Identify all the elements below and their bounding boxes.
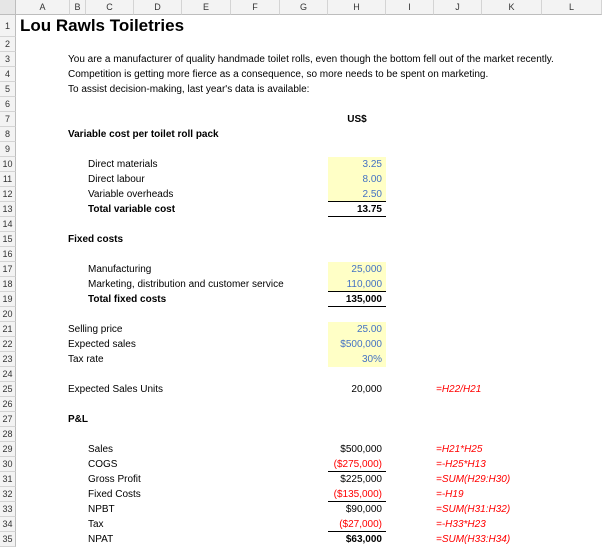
column-header-h[interactable]: H	[328, 0, 386, 15]
expected-sales-units-formula[interactable]: =H22/H21	[436, 384, 482, 395]
row-header-30[interactable]: 30	[0, 457, 16, 472]
row-header-31[interactable]: 31	[0, 472, 16, 487]
row-header-27[interactable]: 27	[0, 412, 16, 427]
pl-heading[interactable]: P&L	[68, 414, 88, 425]
row-header-24[interactable]: 24	[0, 367, 16, 382]
column-header-f[interactable]: F	[231, 0, 280, 15]
row-header-14[interactable]: 14	[0, 217, 16, 232]
column-header-e[interactable]: E	[182, 0, 231, 15]
intro-line-2[interactable]: Competition is getting more fierce as a consequence, so more needs to be spent on marketing.	[68, 69, 489, 80]
row-header-33[interactable]: 33	[0, 502, 16, 517]
selling-price-value[interactable]: 25.00	[328, 322, 386, 337]
row-header-25[interactable]: 25	[0, 382, 16, 397]
pl-npat-label[interactable]: NPAT	[88, 534, 114, 545]
fixed-costs-heading[interactable]: Fixed costs	[68, 234, 124, 245]
manufacturing-value[interactable]: 25,000	[328, 262, 386, 277]
pl-gross-profit-label[interactable]: Gross Profit	[88, 474, 141, 485]
row-header-8[interactable]: 8	[0, 127, 16, 142]
row-header-1[interactable]: 1	[0, 15, 16, 37]
row-header-5[interactable]: 5	[0, 82, 16, 97]
pl-tax-formula[interactable]: =-H33*H23	[436, 519, 486, 530]
pl-fixed-costs-value[interactable]: ($135,000)	[328, 487, 386, 502]
row-header-17[interactable]: 17	[0, 262, 16, 277]
total-variable-cost-value[interactable]: 13.75	[328, 202, 386, 217]
row-header-9[interactable]: 9	[0, 142, 16, 157]
tax-rate-label[interactable]: Tax rate	[68, 354, 104, 365]
intro-line-3[interactable]: To assist decision-making, last year's data is available:	[68, 84, 310, 95]
row-header-21[interactable]: 21	[0, 322, 16, 337]
row-header-4[interactable]: 4	[0, 67, 16, 82]
direct-materials-label[interactable]: Direct materials	[88, 159, 158, 170]
row-header-34[interactable]: 34	[0, 517, 16, 532]
column-header-b[interactable]: B	[70, 0, 86, 15]
select-all-corner[interactable]	[0, 0, 16, 15]
column-header-j[interactable]: J	[434, 0, 482, 15]
marketing-value[interactable]: 110,000	[328, 277, 386, 292]
direct-labour-label[interactable]: Direct labour	[88, 174, 145, 185]
pl-npat-value[interactable]: $63,000	[345, 534, 382, 545]
expected-sales-value[interactable]: $500,000	[328, 337, 386, 352]
pl-sales-value[interactable]: $500,000	[340, 444, 382, 455]
column-header-l[interactable]: L	[542, 0, 602, 15]
pl-cogs-label[interactable]: COGS	[88, 459, 118, 470]
pl-fixed-costs-label[interactable]: Fixed Costs	[88, 489, 141, 500]
total-fixed-costs-value[interactable]: 135,000	[328, 292, 386, 307]
pl-sales-formula[interactable]: =H21*H25	[436, 444, 483, 455]
column-header-d[interactable]: D	[134, 0, 182, 15]
row-header-6[interactable]: 6	[0, 97, 16, 112]
row-header-3[interactable]: 3	[0, 52, 16, 67]
variable-overheads-value[interactable]: 2.50	[328, 187, 386, 202]
total-variable-cost-label[interactable]: Total variable cost	[88, 204, 176, 215]
row-header-7[interactable]: 7	[0, 112, 16, 127]
pl-gross-profit-formula[interactable]: =SUM(H29:H30)	[436, 474, 511, 485]
intro-line-1[interactable]: You are a manufacturer of quality handmade toilet rolls, even though the bottom fell out of the market recently.	[68, 54, 554, 65]
pl-npbt-formula[interactable]: =SUM(H31:H32)	[436, 504, 511, 515]
column-header-g[interactable]: G	[280, 0, 328, 15]
tax-rate-value[interactable]: 30%	[328, 352, 386, 367]
row-header-12[interactable]: 12	[0, 187, 16, 202]
pl-fixed-costs-formula[interactable]: =-H19	[436, 489, 464, 500]
pl-npat-formula[interactable]: =SUM(H33:H34)	[436, 534, 511, 545]
row-header-35[interactable]: 35	[0, 532, 16, 547]
pl-sales-label[interactable]: Sales	[88, 444, 114, 455]
manufacturing-label[interactable]: Manufacturing	[88, 264, 152, 275]
pl-cogs-value[interactable]: ($275,000)	[328, 457, 386, 472]
row-header-28[interactable]: 28	[0, 427, 16, 442]
row-header-19[interactable]: 19	[0, 292, 16, 307]
row-header-26[interactable]: 26	[0, 397, 16, 412]
pl-tax-value[interactable]: ($27,000)	[328, 517, 386, 532]
row-header-23[interactable]: 23	[0, 352, 16, 367]
total-fixed-costs-label[interactable]: Total fixed costs	[88, 294, 167, 305]
column-header-c[interactable]: C	[86, 0, 134, 15]
column-header-k[interactable]: K	[482, 0, 542, 15]
pl-cogs-formula[interactable]: =-H25*H13	[436, 459, 486, 470]
direct-materials-value[interactable]: 3.25	[328, 157, 386, 172]
row-header-29[interactable]: 29	[0, 442, 16, 457]
row-header-16[interactable]: 16	[0, 247, 16, 262]
row-header-11[interactable]: 11	[0, 172, 16, 187]
row-header-13[interactable]: 13	[0, 202, 16, 217]
pl-npbt-label[interactable]: NPBT	[88, 504, 115, 515]
expected-sales-label[interactable]: Expected sales	[68, 339, 136, 350]
direct-labour-value[interactable]: 8.00	[328, 172, 386, 187]
variable-overheads-label[interactable]: Variable overheads	[88, 189, 174, 200]
row-header-15[interactable]: 15	[0, 232, 16, 247]
column-header-i[interactable]: I	[386, 0, 434, 15]
row-header-32[interactable]: 32	[0, 487, 16, 502]
column-header-a[interactable]: A	[16, 0, 70, 15]
selling-price-label[interactable]: Selling price	[68, 324, 123, 335]
variable-cost-heading[interactable]: Variable cost per toilet roll pack	[68, 129, 219, 140]
row-header-22[interactable]: 22	[0, 337, 16, 352]
pl-gross-profit-value[interactable]: $225,000	[340, 474, 382, 485]
row-header-18[interactable]: 18	[0, 277, 16, 292]
marketing-label[interactable]: Marketing, distribution and customer service	[88, 279, 284, 290]
expected-sales-units-value[interactable]: 20,000	[351, 384, 382, 395]
row-header-10[interactable]: 10	[0, 157, 16, 172]
currency-header[interactable]: US$	[347, 114, 367, 125]
row-header-20[interactable]: 20	[0, 307, 16, 322]
sheet-title[interactable]: Lou Rawls Toiletries	[20, 16, 185, 35]
expected-sales-units-label[interactable]: Expected Sales Units	[68, 384, 164, 395]
row-header-2[interactable]: 2	[0, 37, 16, 52]
pl-npbt-value[interactable]: $90,000	[345, 504, 382, 515]
pl-tax-label[interactable]: Tax	[88, 519, 104, 530]
